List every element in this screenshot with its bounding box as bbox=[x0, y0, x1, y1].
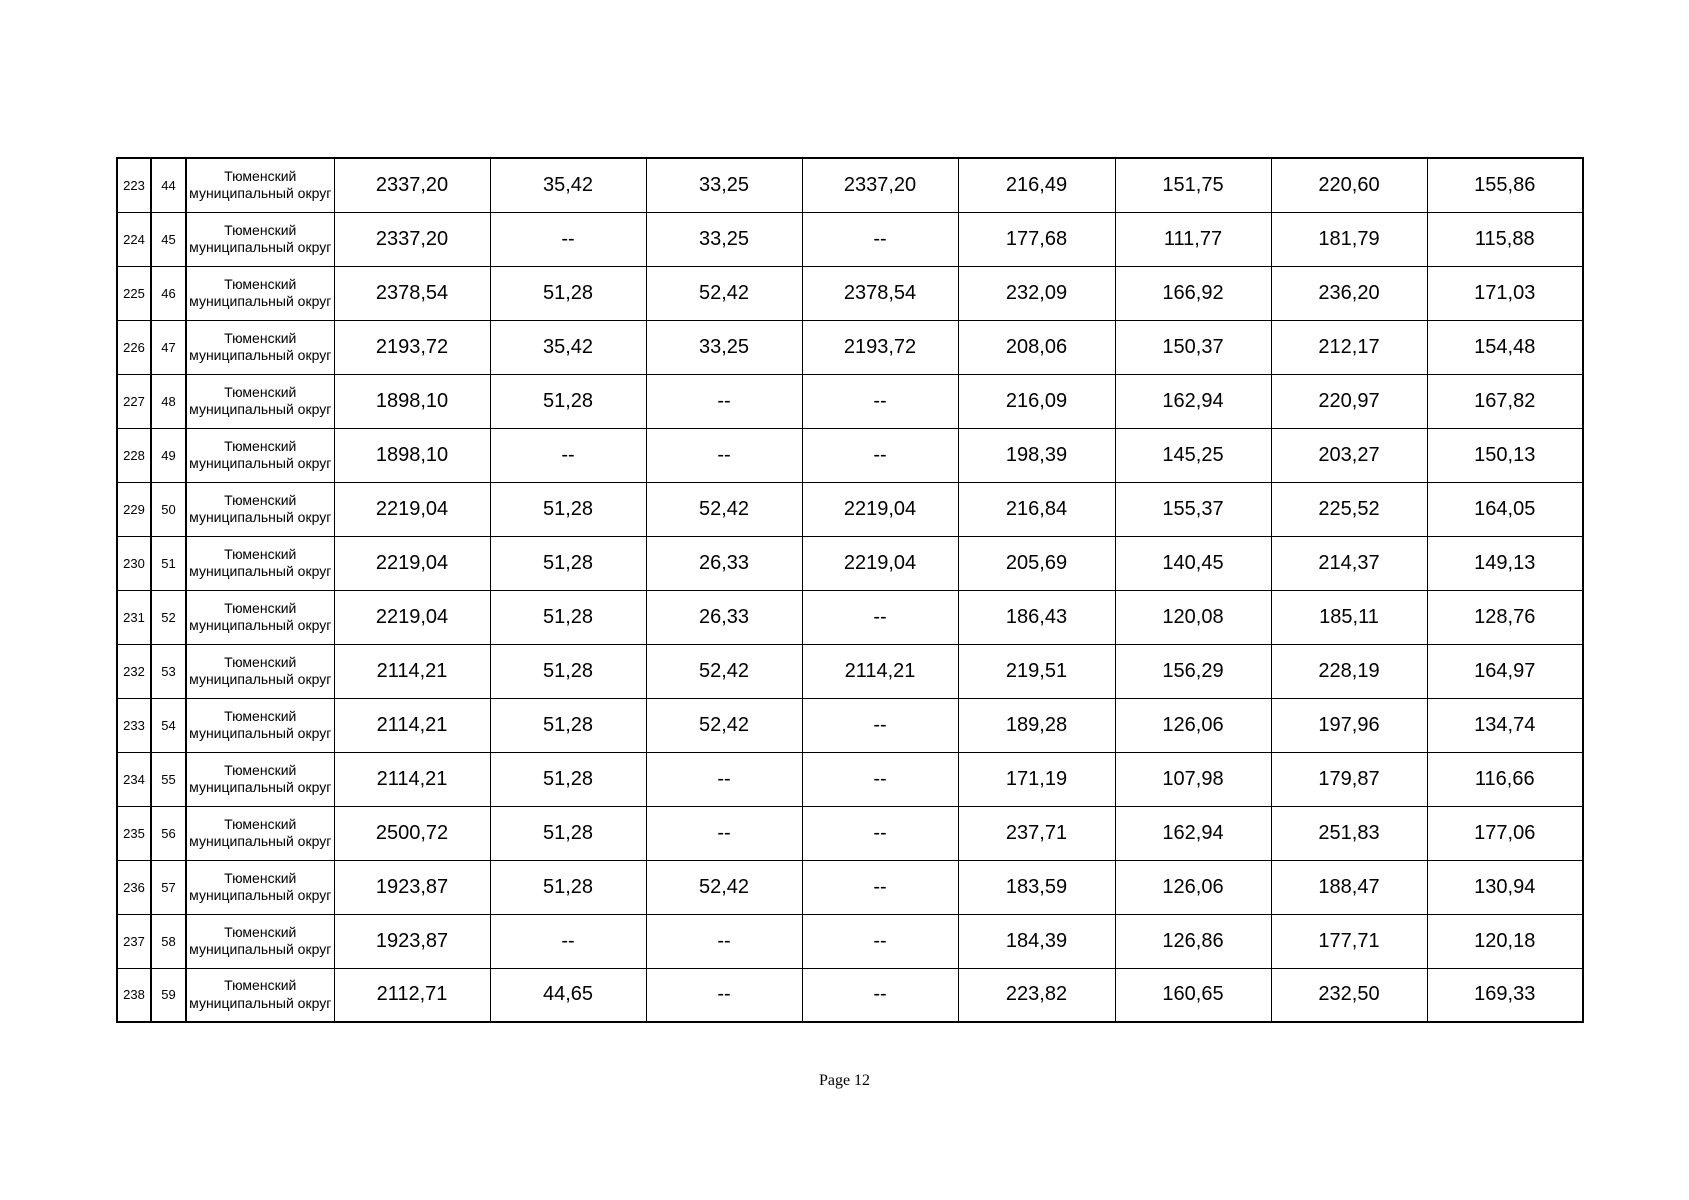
row-number-cell: 45 bbox=[151, 212, 186, 266]
row-number-cell: 46 bbox=[151, 266, 186, 320]
value-cell-2: 35,42 bbox=[490, 320, 646, 374]
value-cell-8: 115,88 bbox=[1427, 212, 1583, 266]
row-index-cell: 225 bbox=[117, 266, 151, 320]
value-cell-8: 128,76 bbox=[1427, 590, 1583, 644]
row-index-cell: 238 bbox=[117, 968, 151, 1022]
row-index-cell: 228 bbox=[117, 428, 151, 482]
row-index-cell: 224 bbox=[117, 212, 151, 266]
table-row bbox=[117, 806, 1583, 860]
value-cell-1: 1898,10 bbox=[334, 428, 490, 482]
row-index-cell: 235 bbox=[117, 806, 151, 860]
row-number-cell: 54 bbox=[151, 698, 186, 752]
value-cell-2: 51,28 bbox=[490, 644, 646, 698]
value-cell-6: 155,37 bbox=[1115, 482, 1271, 536]
value-cell-3: -- bbox=[646, 752, 802, 806]
area-cell: Тюменский муниципальный округ bbox=[186, 698, 334, 752]
table-row bbox=[117, 590, 1583, 644]
value-cell-6: 126,06 bbox=[1115, 698, 1271, 752]
value-cell-5: 223,82 bbox=[958, 968, 1115, 1022]
area-cell: Тюменский муниципальный округ bbox=[186, 482, 334, 536]
value-cell-5: 216,49 bbox=[958, 158, 1115, 212]
table-row bbox=[117, 266, 1583, 320]
row-number-cell: 50 bbox=[151, 482, 186, 536]
row-number-cell: 52 bbox=[151, 590, 186, 644]
value-cell-7: 185,11 bbox=[1271, 590, 1427, 644]
row-number-cell: 56 bbox=[151, 806, 186, 860]
row-index-cell: 232 bbox=[117, 644, 151, 698]
value-cell-3: -- bbox=[646, 914, 802, 968]
table-row bbox=[117, 212, 1583, 266]
value-cell-3: 26,33 bbox=[646, 590, 802, 644]
value-cell-1: 2114,21 bbox=[334, 752, 490, 806]
value-cell-7: 188,47 bbox=[1271, 860, 1427, 914]
value-cell-4: 2219,04 bbox=[802, 536, 958, 590]
row-index-cell: 223 bbox=[117, 158, 151, 212]
value-cell-2: 51,28 bbox=[490, 806, 646, 860]
value-cell-5: 237,71 bbox=[958, 806, 1115, 860]
row-number-cell: 51 bbox=[151, 536, 186, 590]
value-cell-2: -- bbox=[490, 428, 646, 482]
value-cell-4: -- bbox=[802, 860, 958, 914]
value-cell-5: 216,84 bbox=[958, 482, 1115, 536]
row-number-cell: 47 bbox=[151, 320, 186, 374]
value-cell-6: 107,98 bbox=[1115, 752, 1271, 806]
value-cell-7: 177,71 bbox=[1271, 914, 1427, 968]
value-cell-6: 162,94 bbox=[1115, 806, 1271, 860]
table-body bbox=[117, 158, 1583, 1022]
value-cell-2: 35,42 bbox=[490, 158, 646, 212]
value-cell-7: 214,37 bbox=[1271, 536, 1427, 590]
row-index-cell: 234 bbox=[117, 752, 151, 806]
value-cell-2: -- bbox=[490, 914, 646, 968]
value-cell-4: -- bbox=[802, 752, 958, 806]
value-cell-8: 134,74 bbox=[1427, 698, 1583, 752]
value-cell-5: 183,59 bbox=[958, 860, 1115, 914]
area-cell: Тюменский муниципальный округ bbox=[186, 914, 334, 968]
value-cell-3: -- bbox=[646, 806, 802, 860]
value-cell-3: 33,25 bbox=[646, 158, 802, 212]
row-index-cell: 227 bbox=[117, 374, 151, 428]
value-cell-1: 2337,20 bbox=[334, 212, 490, 266]
value-cell-1: 2337,20 bbox=[334, 158, 490, 212]
value-cell-4: -- bbox=[802, 698, 958, 752]
value-cell-4: -- bbox=[802, 374, 958, 428]
value-cell-4: -- bbox=[802, 428, 958, 482]
row-number-cell: 44 bbox=[151, 158, 186, 212]
area-cell: Тюменский муниципальный округ bbox=[186, 374, 334, 428]
row-index-cell: 236 bbox=[117, 860, 151, 914]
value-cell-7: 232,50 bbox=[1271, 968, 1427, 1022]
value-cell-4: 2378,54 bbox=[802, 266, 958, 320]
value-cell-5: 208,06 bbox=[958, 320, 1115, 374]
value-cell-5: 184,39 bbox=[958, 914, 1115, 968]
value-cell-7: 197,96 bbox=[1271, 698, 1427, 752]
row-index-cell: 229 bbox=[117, 482, 151, 536]
value-cell-6: 145,25 bbox=[1115, 428, 1271, 482]
value-cell-7: 181,79 bbox=[1271, 212, 1427, 266]
row-index-cell: 237 bbox=[117, 914, 151, 968]
area-cell: Тюменский муниципальный округ bbox=[186, 428, 334, 482]
row-number-cell: 49 bbox=[151, 428, 186, 482]
table-row bbox=[117, 644, 1583, 698]
value-cell-3: 52,42 bbox=[646, 482, 802, 536]
value-cell-4: 2337,20 bbox=[802, 158, 958, 212]
value-cell-1: 2112,71 bbox=[334, 968, 490, 1022]
area-cell: Тюменский муниципальный округ bbox=[186, 860, 334, 914]
value-cell-2: -- bbox=[490, 212, 646, 266]
data-table-wrapper bbox=[116, 157, 1584, 1023]
value-cell-7: 212,17 bbox=[1271, 320, 1427, 374]
value-cell-7: 220,97 bbox=[1271, 374, 1427, 428]
value-cell-3: 52,42 bbox=[646, 860, 802, 914]
table-row bbox=[117, 968, 1583, 1022]
value-cell-7: 179,87 bbox=[1271, 752, 1427, 806]
value-cell-5: 171,19 bbox=[958, 752, 1115, 806]
value-cell-5: 186,43 bbox=[958, 590, 1115, 644]
value-cell-4: 2114,21 bbox=[802, 644, 958, 698]
value-cell-7: 251,83 bbox=[1271, 806, 1427, 860]
value-cell-6: 151,75 bbox=[1115, 158, 1271, 212]
value-cell-8: 150,13 bbox=[1427, 428, 1583, 482]
value-cell-5: 205,69 bbox=[958, 536, 1115, 590]
value-cell-6: 120,08 bbox=[1115, 590, 1271, 644]
value-cell-5: 219,51 bbox=[958, 644, 1115, 698]
value-cell-3: -- bbox=[646, 374, 802, 428]
value-cell-3: -- bbox=[646, 968, 802, 1022]
value-cell-8: 116,66 bbox=[1427, 752, 1583, 806]
value-cell-6: 111,77 bbox=[1115, 212, 1271, 266]
value-cell-6: 156,29 bbox=[1115, 644, 1271, 698]
table-row bbox=[117, 698, 1583, 752]
row-number-cell: 58 bbox=[151, 914, 186, 968]
value-cell-2: 51,28 bbox=[490, 266, 646, 320]
area-cell: Тюменский муниципальный округ bbox=[186, 968, 334, 1022]
area-cell: Тюменский муниципальный округ bbox=[186, 320, 334, 374]
table-row bbox=[117, 860, 1583, 914]
area-cell: Тюменский муниципальный округ bbox=[186, 212, 334, 266]
table-row bbox=[117, 536, 1583, 590]
value-cell-1: 2114,21 bbox=[334, 644, 490, 698]
value-cell-3: 26,33 bbox=[646, 536, 802, 590]
row-number-cell: 55 bbox=[151, 752, 186, 806]
value-cell-8: 155,86 bbox=[1427, 158, 1583, 212]
value-cell-7: 203,27 bbox=[1271, 428, 1427, 482]
value-cell-1: 2500,72 bbox=[334, 806, 490, 860]
value-cell-5: 216,09 bbox=[958, 374, 1115, 428]
area-cell: Тюменский муниципальный округ bbox=[186, 158, 334, 212]
value-cell-3: 52,42 bbox=[646, 698, 802, 752]
value-cell-8: 164,97 bbox=[1427, 644, 1583, 698]
value-cell-7: 228,19 bbox=[1271, 644, 1427, 698]
area-cell: Тюменский муниципальный округ bbox=[186, 752, 334, 806]
table-row bbox=[117, 428, 1583, 482]
value-cell-8: 154,48 bbox=[1427, 320, 1583, 374]
value-cell-4: -- bbox=[802, 212, 958, 266]
value-cell-6: 126,86 bbox=[1115, 914, 1271, 968]
value-cell-7: 225,52 bbox=[1271, 482, 1427, 536]
data-table bbox=[116, 157, 1584, 1023]
row-index-cell: 233 bbox=[117, 698, 151, 752]
value-cell-8: 171,03 bbox=[1427, 266, 1583, 320]
value-cell-2: 44,65 bbox=[490, 968, 646, 1022]
value-cell-2: 51,28 bbox=[490, 590, 646, 644]
value-cell-1: 2219,04 bbox=[334, 536, 490, 590]
row-index-cell: 226 bbox=[117, 320, 151, 374]
value-cell-1: 2219,04 bbox=[334, 590, 490, 644]
value-cell-7: 220,60 bbox=[1271, 158, 1427, 212]
value-cell-6: 140,45 bbox=[1115, 536, 1271, 590]
value-cell-5: 232,09 bbox=[958, 266, 1115, 320]
row-index-cell: 230 bbox=[117, 536, 151, 590]
page-number: Page 12 bbox=[818, 1072, 871, 1089]
value-cell-3: 33,25 bbox=[646, 212, 802, 266]
value-cell-4: 2219,04 bbox=[802, 482, 958, 536]
value-cell-6: 162,94 bbox=[1115, 374, 1271, 428]
value-cell-1: 1923,87 bbox=[334, 914, 490, 968]
table-row bbox=[117, 482, 1583, 536]
value-cell-1: 2219,04 bbox=[334, 482, 490, 536]
value-cell-4: -- bbox=[802, 968, 958, 1022]
value-cell-3: 52,42 bbox=[646, 644, 802, 698]
value-cell-4: -- bbox=[802, 590, 958, 644]
value-cell-2: 51,28 bbox=[490, 860, 646, 914]
value-cell-1: 1923,87 bbox=[334, 860, 490, 914]
value-cell-4: -- bbox=[802, 914, 958, 968]
value-cell-5: 189,28 bbox=[958, 698, 1115, 752]
value-cell-1: 2193,72 bbox=[334, 320, 490, 374]
table-row bbox=[117, 158, 1583, 212]
area-cell: Тюменский муниципальный округ bbox=[186, 590, 334, 644]
row-number-cell: 53 bbox=[151, 644, 186, 698]
value-cell-2: 51,28 bbox=[490, 752, 646, 806]
value-cell-2: 51,28 bbox=[490, 482, 646, 536]
value-cell-8: 120,18 bbox=[1427, 914, 1583, 968]
value-cell-3: -- bbox=[646, 428, 802, 482]
value-cell-6: 126,06 bbox=[1115, 860, 1271, 914]
value-cell-1: 1898,10 bbox=[334, 374, 490, 428]
value-cell-8: 149,13 bbox=[1427, 536, 1583, 590]
table-row bbox=[117, 320, 1583, 374]
value-cell-4: 2193,72 bbox=[802, 320, 958, 374]
row-index-cell: 231 bbox=[117, 590, 151, 644]
area-cell: Тюменский муниципальный округ bbox=[186, 806, 334, 860]
value-cell-2: 51,28 bbox=[490, 374, 646, 428]
value-cell-8: 130,94 bbox=[1427, 860, 1583, 914]
value-cell-6: 150,37 bbox=[1115, 320, 1271, 374]
area-cell: Тюменский муниципальный округ bbox=[186, 644, 334, 698]
value-cell-8: 167,82 bbox=[1427, 374, 1583, 428]
value-cell-2: 51,28 bbox=[490, 698, 646, 752]
value-cell-6: 166,92 bbox=[1115, 266, 1271, 320]
table-row bbox=[117, 752, 1583, 806]
value-cell-4: -- bbox=[802, 806, 958, 860]
value-cell-8: 177,06 bbox=[1427, 806, 1583, 860]
value-cell-7: 236,20 bbox=[1271, 266, 1427, 320]
value-cell-2: 51,28 bbox=[490, 536, 646, 590]
row-number-cell: 48 bbox=[151, 374, 186, 428]
value-cell-3: 33,25 bbox=[646, 320, 802, 374]
value-cell-8: 169,33 bbox=[1427, 968, 1583, 1022]
value-cell-5: 198,39 bbox=[958, 428, 1115, 482]
table-row bbox=[117, 374, 1583, 428]
row-number-cell: 59 bbox=[151, 968, 186, 1022]
value-cell-6: 160,65 bbox=[1115, 968, 1271, 1022]
value-cell-5: 177,68 bbox=[958, 212, 1115, 266]
table-row bbox=[117, 914, 1583, 968]
value-cell-1: 2378,54 bbox=[334, 266, 490, 320]
area-cell: Тюменский муниципальный округ bbox=[186, 266, 334, 320]
area-cell: Тюменский муниципальный округ bbox=[186, 536, 334, 590]
value-cell-8: 164,05 bbox=[1427, 482, 1583, 536]
row-number-cell: 57 bbox=[151, 860, 186, 914]
value-cell-3: 52,42 bbox=[646, 266, 802, 320]
value-cell-1: 2114,21 bbox=[334, 698, 490, 752]
